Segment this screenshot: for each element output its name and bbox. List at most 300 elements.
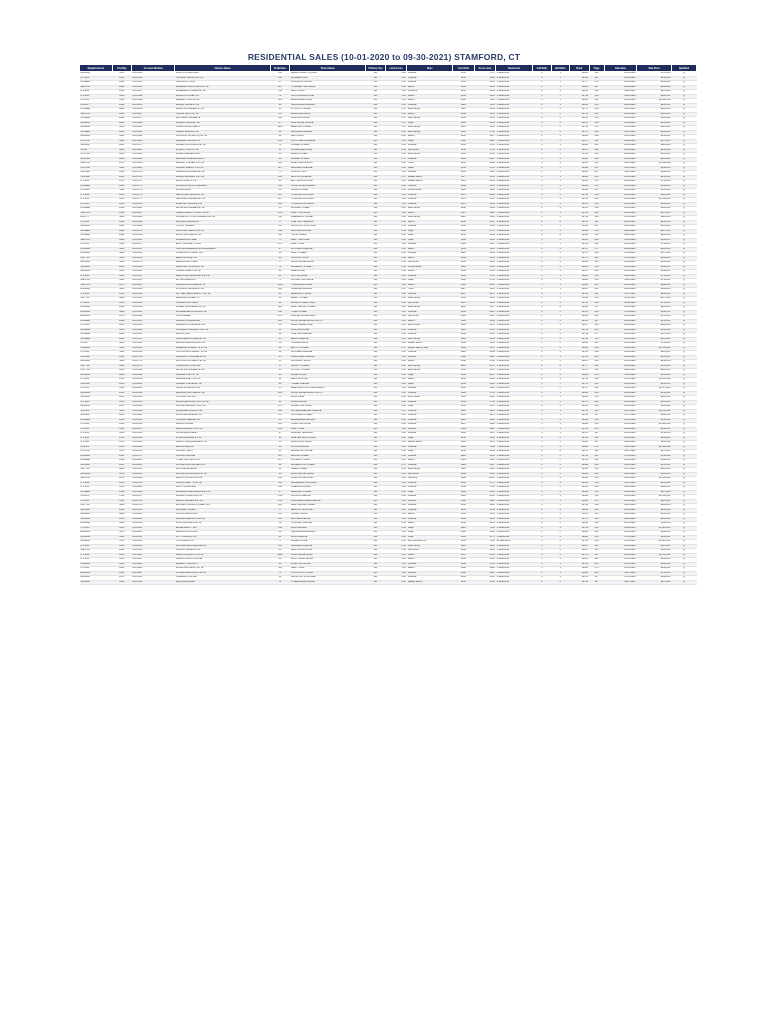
table-cell: 1 [551,391,569,396]
table-cell: 4 Bedrooms [496,198,533,203]
table-cell: 3 Bedrooms [496,189,533,194]
table-cell: 1 [551,90,569,95]
table-cell: 2650 [112,355,132,360]
table-cell: KAMMAN MICHAEL [175,238,270,243]
table-cell: SPRGDL [80,355,113,360]
table-cell: 0 [551,369,569,374]
table-cell: 101 [366,517,386,522]
table-cell: 1250 [112,553,132,558]
table-cell: Q [671,130,696,135]
table-cell: 1927 [452,288,474,293]
table-cell: 191 [589,220,604,225]
table-cell: 1919 [452,265,474,270]
table-cell: 1260 [112,198,132,203]
table-cell: 1.00 [385,558,407,563]
table-cell: 2771 [474,535,496,540]
table-cell: 110 FAIRFIELD AVENUE LLC [175,544,270,549]
table-cell: NEWFLD [80,571,113,576]
table-cell: 12688 [569,445,589,450]
table-cell: 2 [270,261,290,266]
table-cell: 802 [366,540,386,545]
table-cell: 0.96 [385,162,407,167]
table-cell: $786,000 [637,342,672,347]
table-cell: 12728 [569,193,589,198]
table-cell: Q [671,243,696,248]
table-cell: 0.36 [385,450,407,455]
table-cell: Cape [407,373,453,378]
table-cell: 165 [589,535,604,540]
table-cell: 210 [589,346,604,351]
table-cell: 5088 [474,423,496,428]
table-cell: 1958 [452,571,474,576]
table-cell: 101 [366,193,386,198]
table-cell: 1 [551,270,569,275]
table-cell: 1250 [112,193,132,198]
table-cell: 09/15/2021 [604,108,637,113]
table-cell: AHMED MOHAMMED ET AL [175,306,270,311]
table-cell: 2 [533,81,551,86]
table-cell: 01/13/2021 [604,319,637,324]
table-cell: FARMER JOEY ET AL [175,373,270,378]
table-cell: 4 Bedrooms [496,72,533,77]
table-cell: 1943 [452,373,474,378]
table-cell: 3460 [112,580,132,585]
table-cell: 1939 [452,117,474,122]
table-cell: 1 [551,243,569,248]
table-cell: 2 [533,558,551,563]
table-cell: 38 [270,252,290,257]
table-cell: 09/07/2021 [604,580,637,585]
table-cell: 000-1175 [132,261,175,266]
table-cell: 235 [589,562,604,567]
table-cell: Multi Family [407,126,453,131]
table-cell: 2 [533,72,551,77]
table-cell: WEST BROAD STREET [290,306,366,311]
table-cell: NEWFLD [80,508,113,513]
table-cell: 2 [533,229,551,234]
table-cell: 0.26 [385,355,407,360]
table-cell: 3 [533,499,551,504]
table-cell: 0.20 [385,382,407,387]
table-cell: $850,000 [637,261,672,266]
table-cell: Q [671,315,696,320]
table-cell: RAHIM MOHAMMED ET AL [175,369,270,374]
table-cell: 056 [589,234,604,239]
table-cell: 000-2291 [132,387,175,392]
table-cell: 3515 [474,513,496,518]
table-cell: 187 [589,414,604,419]
table-cell: 000-0192 [132,94,175,99]
table-cell: 101 [366,162,386,167]
table-cell: Q [671,247,696,252]
table-cell: NELSON STEVEN R ET AL [175,162,270,167]
table-cell: 1928 [452,337,474,342]
table-cell: COUTROULIS JAMIE T ET AL [175,351,270,356]
table-cell: 1.05 [385,301,407,306]
table-cell: 12796 [569,414,589,419]
table-cell: DUNN AVENUE [290,535,366,540]
table-cell: 169 [589,405,604,410]
table-cell: Cape [407,121,453,126]
table-cell: 4 Bedrooms [496,418,533,423]
table-cell: 12766 [569,580,589,585]
table-cell: 12683 [569,567,589,572]
table-cell: ALFARO PAULA ET AL [175,121,270,126]
table-cell: 0.20 [385,207,407,212]
table-cell: 12788 [569,409,589,414]
table-cell: 000-1016 [132,234,175,239]
table-cell: 4773 [474,481,496,486]
table-cell: PASCHOS FRANCES [175,72,270,77]
table-cell: 1961 [452,459,474,464]
table-cell: 5 Bedrooms [496,292,533,297]
table-cell: 12697 [569,288,589,293]
table-cell: 000-0771 [132,184,175,189]
table-cell: Q [671,265,696,270]
table-cell: Q [671,234,696,239]
table-cell: Ranch [407,211,453,216]
table-cell: 69 [270,378,290,383]
table-cell: 1 [551,481,569,486]
table-cell: DOWN T [80,103,113,108]
table-cell: 0 [551,387,569,392]
table-cell: 130 [270,544,290,549]
table-cell: 06/16/2021 [604,432,637,437]
table-cell: 0 [551,513,569,518]
table-cell: 5 Bedrooms [496,427,533,432]
column-header: Land Acres [385,65,407,72]
table-cell: 000-2581 [132,459,175,464]
table-cell: 12659 [569,405,589,410]
table-cell: 101 [366,526,386,531]
table-cell: GUSBER [80,319,113,324]
table-cell: 0 [551,468,569,473]
table-cell: 4 Bedrooms [496,76,533,81]
table-cell: 92 [270,472,290,477]
table-cell: LUPO GIANPELLI ET AL [175,522,270,527]
table-cell: 12/21/2020 [604,189,637,194]
table-cell: TYLER NATHAN ET AL [175,459,270,464]
table-cell: 04/07/2021 [604,166,637,171]
table-cell: 000-2813 [132,508,175,513]
table-cell: $845,000 [637,103,672,108]
table-cell: 101 [366,459,386,464]
table-cell: NEWFLD [80,405,113,410]
table-cell: 5 Bedrooms [496,481,533,486]
table-cell: 2.00 [385,423,407,428]
table-cell: GUERRERO ANGELA ET AL [175,90,270,95]
table-cell: 000-1779 [132,360,175,365]
table-cell: 12808 [569,571,589,576]
table-cell: $1,090,000 [637,162,672,167]
table-cell: 4 Bedrooms [496,180,533,185]
table-cell: 12637 [569,544,589,549]
table-cell: BERNSTEIN JENNIFER S ET AL [175,274,270,279]
table-cell: 09/29/2021 [604,247,637,252]
table-cell: WST SD [80,256,113,261]
table-cell: Ranch [407,283,453,288]
table-cell: HUANG SUNYI ET AL [175,112,270,117]
table-cell: Q [671,535,696,540]
table-cell: 3 Bedrooms [496,351,533,356]
table-cell: CEDAR HEIGHTS ROAD [290,72,366,77]
table-cell: 4 Bedrooms [496,387,533,392]
table-cell: 1 [551,99,569,104]
table-cell: 101 [366,265,386,270]
table-cell: SPRGDL [80,517,113,522]
table-cell: 1.68 [385,292,407,297]
table-cell: 08/23/2021 [604,459,637,464]
table-cell: 1930 [452,540,474,545]
table-cell: 076 [589,373,604,378]
table-cell: 000-0703 [132,171,175,176]
table-cell: $840,000 [637,567,672,572]
table-cell: Q [671,513,696,518]
table-cell: $800,000 [637,117,672,122]
table-cell: 147 [589,432,604,437]
table-cell: 0.12 [385,265,407,270]
table-cell: PERRY STREET [290,297,366,302]
table-cell: 12/04/2020 [604,508,637,513]
table-cell: $475,000 [637,297,672,302]
table-cell: 0 [551,382,569,387]
table-cell: 270 [589,126,604,131]
table-cell: $610,000 [637,535,672,540]
table-cell: Ranch [407,85,453,90]
table-cell: Cape [407,382,453,387]
table-cell: JORDAN ALEX C ET AL [175,270,270,275]
table-cell: Ranch [407,522,453,527]
table-cell: 2 [533,454,551,459]
table-cell: 1981 [452,180,474,185]
table-cell: 015 [589,396,604,401]
table-cell: 1.02 [385,76,407,81]
table-cell: RAHIM MOHAMMED ET AL [175,207,270,212]
table-cell: 2790 [474,270,496,275]
table-cell: 3281 [474,85,496,90]
table-cell: Cape [407,279,453,284]
table-cell: 000-1488 [132,324,175,329]
table-cell: 156 [270,90,290,95]
table-cell: 158 [589,481,604,486]
table-cell: Ranch [407,459,453,464]
table-cell: 12696 [569,373,589,378]
table-cell: 2 [533,562,551,567]
table-cell: $849,000 [637,576,672,581]
table-cell: 214 [589,265,604,270]
table-cell: 000-0413 [132,130,175,135]
table-cell: Q [671,310,696,315]
table-cell: 23 [270,373,290,378]
table-cell: 218 [270,526,290,531]
table-cell: 9 [270,279,290,284]
table-cell: F & A CAPITAL LLC [175,396,270,401]
table-cell: 000-1458 [132,306,175,311]
table-cell: 12974 [569,450,589,455]
table-cell: 193 [589,121,604,126]
table-cell: VAN RENSSELAER AVENUE [290,409,366,414]
table-cell: 6542 [474,283,496,288]
table-cell: 2650 [112,265,132,270]
table-cell: $719,000 [637,243,672,248]
table-cell: OSALLEY BETH [175,450,270,455]
table-cell: 4 Bedrooms [496,414,533,419]
table-cell: 3 Bedrooms [496,522,533,527]
table-cell: GUSBER [80,130,113,135]
table-cell: 101 [366,549,386,554]
table-cell: 3610 [112,562,132,567]
table-cell: 1.00 [385,400,407,405]
table-cell: 164 [589,549,604,554]
table-cell: N STAM [80,274,113,279]
table-cell: 2 [533,463,551,468]
table-cell: CASTILLO DONNEL F ET AL [175,360,270,365]
table-cell: 2 [533,301,551,306]
table-cell: 1 [551,198,569,203]
table-cell: 0 [551,517,569,522]
table-cell: 1210 [112,486,132,491]
table-cell: 6 [270,396,290,401]
table-cell: ALDEN STREET [290,153,366,158]
table-cell: 2 [533,270,551,275]
table-cell: Colonial [407,274,453,279]
table-cell: 12650 [569,144,589,149]
table-cell: 000-2292 [132,391,175,396]
table-cell: 1912 [452,189,474,194]
table-cell: 0.46 [385,405,407,410]
table-cell: Q [671,531,696,536]
table-cell: 2450 [112,391,132,396]
table-cell: 09/08/2021 [604,526,637,531]
table-cell: 1 [551,355,569,360]
table-cell: WESTOV [80,211,113,216]
table-cell: 80 [270,549,290,554]
table-cell: TREMBLAY ASHLEY [175,576,270,581]
table-cell: 07/27/2021 [604,481,637,486]
table-cell: Q [671,328,696,333]
table-cell: 1938 [452,99,474,104]
table-cell: 1.00 [385,441,407,446]
table-cell: 3126 [474,382,496,387]
table-cell: 2 [533,436,551,441]
table-cell: N STAM [80,94,113,99]
table-cell: 0 [551,351,569,356]
table-cell: HICKORY WAY [290,171,366,176]
table-cell: 6063 [474,495,496,500]
table-cell: Q [671,427,696,432]
table-cell: 12707 [569,139,589,144]
table-cell: Q [671,90,696,95]
table-cell: Q [671,472,696,477]
table-cell: 2650 [112,382,132,387]
table-cell: N STAM [80,387,113,392]
table-cell: 101 [366,319,386,324]
table-cell: 4008 [474,193,496,198]
table-cell: 12693 [569,225,589,230]
table-cell: 12757 [569,517,589,522]
table-cell: SLATER BRETT R ET AL [175,481,270,486]
table-cell: 12686 [569,441,589,446]
table-cell: 204 [589,477,604,482]
table-cell: 3613 [474,571,496,576]
table-cell: 03/25/2021 [604,283,637,288]
table-cell: Q [671,454,696,459]
table-cell: 096 [589,198,604,203]
table-cell: N STAM [80,378,113,383]
table-cell: 12678 [569,121,589,126]
table-cell: $922,000 [637,112,672,117]
table-cell: 3308 [474,225,496,230]
table-cell: 3113 [474,369,496,374]
table-cell: Q [671,418,696,423]
table-cell: 1 [551,432,569,437]
table-cell: 6875 [474,292,496,297]
table-cell: 1.00 [385,427,407,432]
table-cell: 4 Bedrooms [496,558,533,563]
table-cell: 268 [589,351,604,356]
table-cell: 2 [533,391,551,396]
table-cell: Q [671,288,696,293]
table-cell: SHELTER ROCK ROAD [290,436,366,441]
table-cell: 40 [270,414,290,419]
table-cell: 12696 [569,490,589,495]
table-cell: 101 [366,324,386,329]
table-cell: Apt Converted 3+ [407,540,453,545]
table-cell: N STAM [80,292,113,297]
table-cell: 12682 [569,279,589,284]
table-cell: 101 [366,261,386,266]
table-cell: 2690 [112,319,132,324]
table-cell: 11/13/2020 [604,238,637,243]
table-cell: 1948 [452,382,474,387]
table-cell: 1 [551,495,569,500]
table-cell: Q [671,576,696,581]
table-cell: 12647 [569,270,589,275]
table-cell: 280 [589,315,604,320]
table-cell: 4766 [474,553,496,558]
table-cell: 1150 [112,76,132,81]
table-cell: 12670 [569,207,589,212]
table-cell: 189 [270,211,290,216]
table-cell: BRIDGE STREET [290,454,366,459]
table-cell: Colonial [407,72,453,77]
table-cell: 101 [366,436,386,441]
table-cell: $1,629,000 [637,526,672,531]
table-cell: 1 [551,171,569,176]
table-cell: PEPPER RIDGE ROAD [290,315,366,320]
table-cell: 101 [366,508,386,513]
table-cell: Q [671,81,696,86]
table-cell: 287 [270,85,290,90]
table-cell: 1 [551,558,569,563]
table-cell: 101 [366,427,386,432]
table-cell: $925,000 [637,499,672,504]
table-cell: 205 [589,301,604,306]
table-cell: 05/26/2021 [604,351,637,356]
table-cell: 000-1134 [132,252,175,257]
table-cell: Q [671,414,696,419]
table-cell: 12783 [569,513,589,518]
table-cell: BRIAR BRAE ROAD [290,99,366,104]
table-cell: 326 [589,90,604,95]
table-cell: COVE [80,148,113,153]
table-cell: GUSBER [80,459,113,464]
table-cell: 70 [270,580,290,585]
table-cell: $880,000 [637,193,672,198]
table-cell: GUSBER [80,108,113,113]
table-cell: 2 [533,157,551,162]
table-cell: N STAM [80,553,113,558]
